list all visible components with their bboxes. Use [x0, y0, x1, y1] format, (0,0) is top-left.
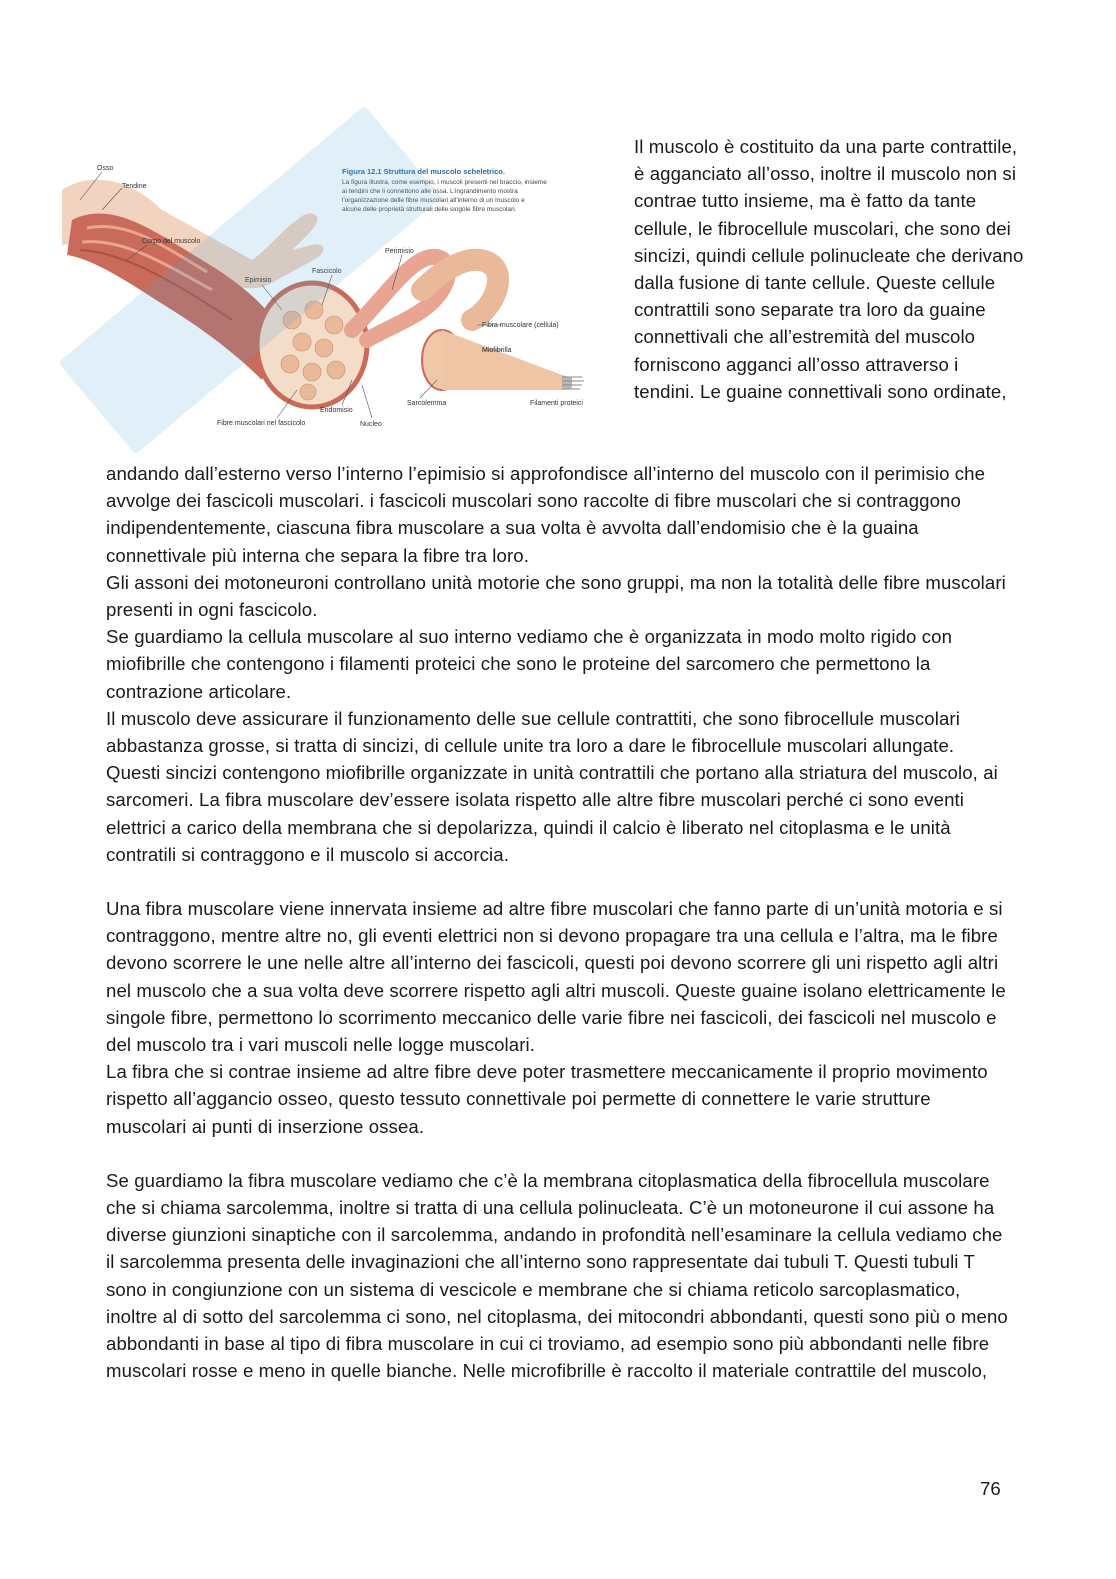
label-perimisio: Perimisio: [385, 248, 414, 255]
label-fascicolo: Fascicolo: [312, 268, 342, 275]
label-fibre-fascicolo: Fibre muscolari nel fascicolo: [217, 420, 306, 427]
paragraph: Gli assoni dei motoneuroni controllano unità motorie che sono gruppi, ma non la totalità delle fibre muscolari presenti in ogni fascicolo.: [106, 571, 1006, 621]
page-number: 76: [980, 1478, 1001, 1499]
figure-caption-line: La figura illustra, come esempio, i muscoli presenti nel braccio, insieme: [342, 179, 547, 186]
muscle-structure-figure: [62, 150, 620, 450]
paragraph: andando dall’esterno verso l’interno l’epimisio si approfondisce all’interno del muscolo con il perimisio che avvolge dei fascicoli muscolari. i fascicoli muscolari sono raccolte di fibre muscolari che si contraggono indipendentemente, ciascuna fibra muscolare a sua volta è avvolta dall’endomisio che è la guaina connettivale più interna che separa la fibre tra loro.: [106, 463, 986, 566]
muscle-illustration: [62, 150, 620, 450]
body-text: [106, 460, 1011, 1385]
paragraph: Il muscolo deve assicurare il funzionamento delle sue cellule contrattiti, che sono fibrocellule muscolari abbastanza grosse, si tratta di sincizi, di cellule unite tra loro a dare le fibrocellule muscolari allungate. Questi sincizi contengono miofibrille organizzate in unità contrattili che portano alla striatura del muscolo, ai sarcomeri. La fibra muscolare dev’essere isolata rispetto alle altre fibre muscolari perché ci sono eventi elettrici a carico della membrana che si depolarizza, quindi il calcio è liberato nel citoplasma e le unità contratili si contraggono e il muscolo si accorcia.: [106, 707, 998, 865]
paragraph: La fibra che si contrae insieme ad altre fibre deve poter trasmettere meccanicamente il proprio movimento rispetto all’aggancio osseo, questo tessuto connettivale poi permette di connettere le varie strutture muscolari ai punti di inserzione ossea.: [106, 1061, 988, 1137]
paragraph-gap: [106, 868, 1011, 895]
paragraph: Se guardiamo la fibra muscolare vediamo che c’è la membrana citoplasmatica della fibrocellula muscolare che si chiama sarcolemma, inoltre si tratta di una cellula polinucleata. C’è un motoneurone il cui assone ha diverse giunzioni sinaptiche con il sarcolemma, andando in profondità nell’esaminare la cellula vediamo che il sarcolemma presenta delle invaginazioni che all’interno sono rappresentate dai tubuli T. Questi tubuli T sono in congiunzione con un sistema di vescicole e membrane che si chiama reticolo sarcoplasmatico, inoltre al di sotto del sarcolemma ci sono, nel citoplasma, dei mitocondri abbondanti, questi sono più o meno abbondanti in base al tipo di fibra muscolare in cui ci troviamo, ad esempio sono più abbondanti nelle fibre muscolari rosse e meno in quelle bianche. Nelle microfibrille è raccolto il materiale contrattile del muscolo,: [106, 1169, 1008, 1382]
paragraph-gap: [106, 1140, 1011, 1167]
label-miofibrilla: Miofibrilla: [482, 347, 512, 354]
label-endomisio: Endomisio: [320, 407, 353, 414]
figure-caption-line: alcune delle proprietà strutturali delle singole fibre muscolari.: [342, 206, 517, 213]
paragraph: Una fibra muscolare viene innervata insieme ad altre fibre muscolari che fanno parte di un’unità motoria e si contraggono, mentre altre no, gli eventi elettrici non si devono propagare tra una cellula e l’altra, ma le fibre devono scorrere le une nelle altre all’interno dei fascicoli, questi poi devono scorrere gli uni rispetto agli altri nel muscolo che a sua volta deve scorrere rispetto agli altri muscoli. Queste guaine isolano elettricamente le singole fibre, permettono lo scorrimento meccanico delle varie fibre nei fascicoli, dei fascicoli nel muscolo e del muscolo tra i vari muscoli nelle logge muscolari.: [106, 898, 1006, 1056]
figure-caption-line: ai tendini che li connettono alle ossa. L'ingrandimento mostra: [342, 188, 518, 195]
label-osso: Osso: [97, 165, 114, 172]
label-nucleo: Nucleo: [360, 421, 382, 428]
intro-paragraph: Il muscolo è costituito da una parte contrattile, è agganciato all’osso, inoltre il muscolo non si contrae tutto insieme, ma è fatto da tante cellule, le fibrocellule muscolari, che sono dei sincizi, quindi cellule polinucleate che derivano dalla fusione di tante cellule. Queste cellule contrattili sono separate tra loro da guaine connettivali che all’estremità del muscolo forniscono agganci all’osso attraverso i tendini. Le guaine connettivali sono ordinate,: [634, 136, 1024, 402]
paragraph: Se guardiamo la cellula muscolare al suo interno vediamo che è organizzata in modo molto rigido con miofibrille che contengono i filamenti proteici che sono le proteine del sarcomero che permettono la contrazione articolare.: [106, 626, 953, 702]
label-filamenti-proteici: Filamenti proteici: [530, 400, 583, 407]
label-epimisio: Epimisio: [245, 277, 272, 284]
label-tendine: Tendine: [122, 183, 147, 190]
label-corpo-muscolo: Corpo del muscolo: [142, 238, 201, 245]
label-fibra-muscolare: Fibra muscolare (cellula): [482, 322, 559, 329]
figure-caption-line: l'organizzazione delle fibre muscolari all'interno di un muscolo e: [342, 197, 525, 204]
figure-caption-title: Figura 12.1 Struttura del muscolo scheletrico.: [342, 167, 505, 176]
label-sarcolemma: Sarcolemma: [407, 400, 447, 407]
